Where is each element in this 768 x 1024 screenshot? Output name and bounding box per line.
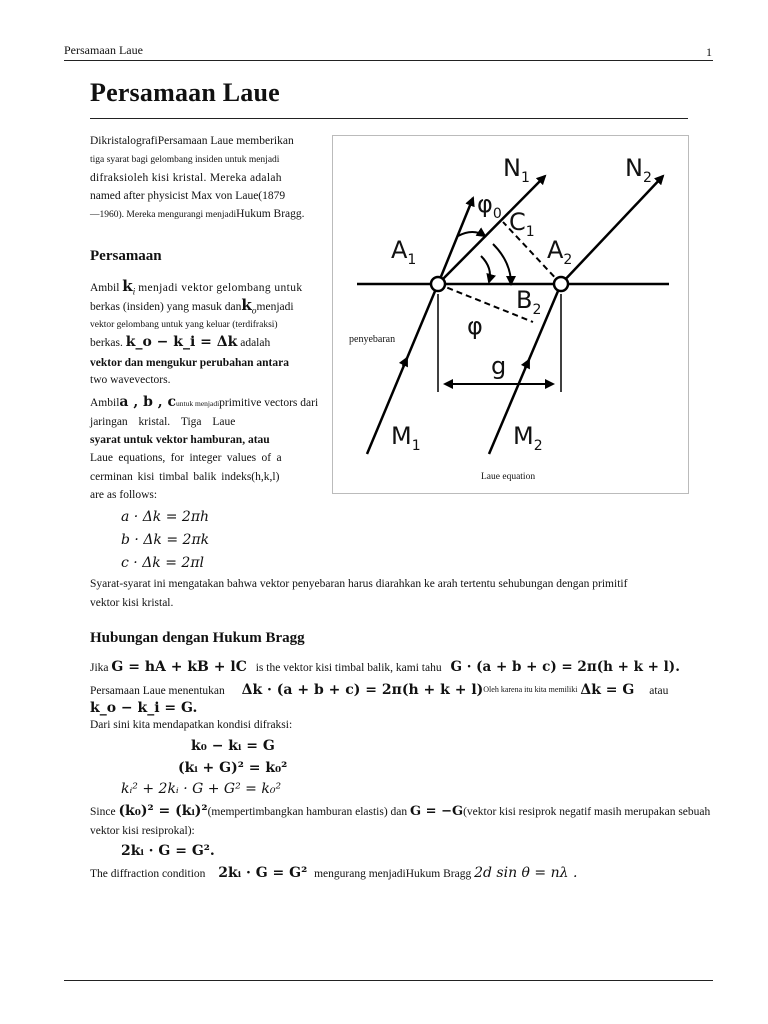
- bragg-line-3: k_o − k_i = G.: [90, 700, 198, 716]
- bragg-line-1: Jika G = hA + kB + lC is the vektor kisi timbal balik, kami tahu G · (a + b + c) = 2π(h + k + l).: [90, 659, 680, 675]
- derivation-3: kᵢ² + 2kᵢ · G + G² = k₀²: [121, 781, 282, 797]
- laue-equation-3: c · Δk = 2πl: [121, 555, 205, 571]
- label-g: g: [491, 352, 507, 380]
- bragg-line-7: The diffraction condition 2kᵢ · G = G² mengurang menjadiHukum Bragg 2d sin θ = nλ .: [90, 865, 578, 881]
- figure-caption: Laue equation: [481, 472, 536, 482]
- node-a2: [554, 277, 568, 291]
- label-penyebaran: penyebaran: [349, 334, 396, 345]
- derivation-2: (kᵢ + G)² = k₀²: [178, 760, 288, 776]
- para2-line-6: are as follows:: [90, 489, 158, 501]
- label-a1: $A_1$: [391, 236, 417, 268]
- para1-line-4: berkas. k_o − k_i = Δk adalah: [90, 334, 271, 350]
- intro-line-3: difraksioleh kisi kristal. Mereka adalah: [90, 172, 282, 184]
- bragg-line-4: Dari sini kita mendapatkan kondisi difraksi:: [90, 719, 293, 731]
- para2-line-4: Laue equations, for integer values of a: [90, 452, 282, 464]
- label-a2: $A_2$: [547, 236, 573, 268]
- page-title: Persamaan Laue: [90, 78, 280, 107]
- angle-arc-main: [493, 244, 511, 284]
- para3-line-2: vektor kisi kristal.: [90, 597, 174, 609]
- intro-line-2: tiga syarat bagi gelombang insiden untuk menjadi: [90, 155, 280, 165]
- header-rule: [64, 60, 713, 61]
- derivation-4: 2kᵢ · G = G².: [121, 843, 215, 859]
- para1-line-6: two wavevectors.: [90, 374, 171, 386]
- title-rule: [90, 118, 688, 119]
- page-number: 1: [706, 45, 712, 59]
- footer-rule: [64, 980, 713, 981]
- laue-equation-2: b · Δk = 2πk: [121, 532, 210, 548]
- laue-equation-1: a · Δk = 2πh: [121, 509, 210, 525]
- para3-line-1: Syarat-syarat ini mengatakan bahwa vektor penyebaran harus diarahkan ke arah tertentu sehubungan dengan primitif: [90, 578, 628, 590]
- bragg-line-2: Persamaan Laue menentukan $\Delta k \cdot (a + b + c) = 2\pi(h + k + l)^{Oleh karena itu kita memiliki}$ Δk = G atau: [90, 682, 669, 698]
- label-n2: $N_2$: [625, 154, 652, 186]
- para2-line-3: syarat untuk vektor hamburan, atau: [90, 434, 270, 446]
- para1-line-2: berkas (insiden) yang masuk dank$_o$menjadi: [90, 296, 294, 317]
- intro-line-1: DikristalografiPersamaan Laue memberikan: [90, 135, 294, 147]
- node-a1: [431, 277, 445, 291]
- derivation-1: k₀ − kᵢ = G: [191, 738, 275, 754]
- angle-arc-phi0: [458, 232, 485, 236]
- para1-line-5: vektor dan mengukur perubahan antara: [90, 357, 289, 369]
- angle-arc-phi: [481, 256, 490, 282]
- label-m1: $M_1$: [391, 422, 421, 454]
- bragg-line-5: Since (k₀)² = (kᵢ)²(mempertimbangkan hamburan elastis) dan G = −G(vektor kisi resiprok negatif masih merupakan sebuah: [90, 803, 711, 819]
- incident-continuation: [438, 198, 473, 284]
- intro-line-5: —1960). Mereka mengurangi menjadiHukum Bragg.: [90, 208, 305, 220]
- label-c1: $C_1$: [509, 208, 535, 240]
- label-n1: $N_1$: [503, 154, 530, 186]
- para2-line-1: Ambila , b , cuntuk menjadiprimitive vectors dari: [90, 394, 319, 410]
- intro-line-4: named after physicist Max von Laue(1879: [90, 190, 286, 202]
- label-phi0: $\varphi_0$: [477, 190, 502, 222]
- running-title: Persamaan Laue: [64, 43, 143, 57]
- section-heading-bragg: Hubungan dengan Hukum Bragg: [90, 630, 305, 646]
- laue-diagram-figure: [332, 135, 689, 494]
- label-b2: $B_2$: [516, 286, 542, 318]
- scattered-ray-n2: [561, 176, 663, 284]
- label-phi: φ: [467, 312, 483, 340]
- laue-diagram: [333, 136, 688, 493]
- label-m2: $M_2$: [513, 422, 543, 454]
- section-heading-persamaan: Persamaan: [90, 248, 162, 264]
- bragg-line-6: vektor kisi resiprokal):: [90, 825, 195, 837]
- para1-line-1: Ambil $k_i$ menjadi vektor gelombang untuk: [90, 277, 303, 298]
- para2-line-5: cerminan kisi timbal balik indeks(h,k,l): [90, 471, 280, 483]
- para2-line-2: jaringan kristal. Tiga Laue: [90, 416, 236, 428]
- para1-line-3: vektor gelombang untuk yang keluar (terdifraksi): [90, 320, 278, 330]
